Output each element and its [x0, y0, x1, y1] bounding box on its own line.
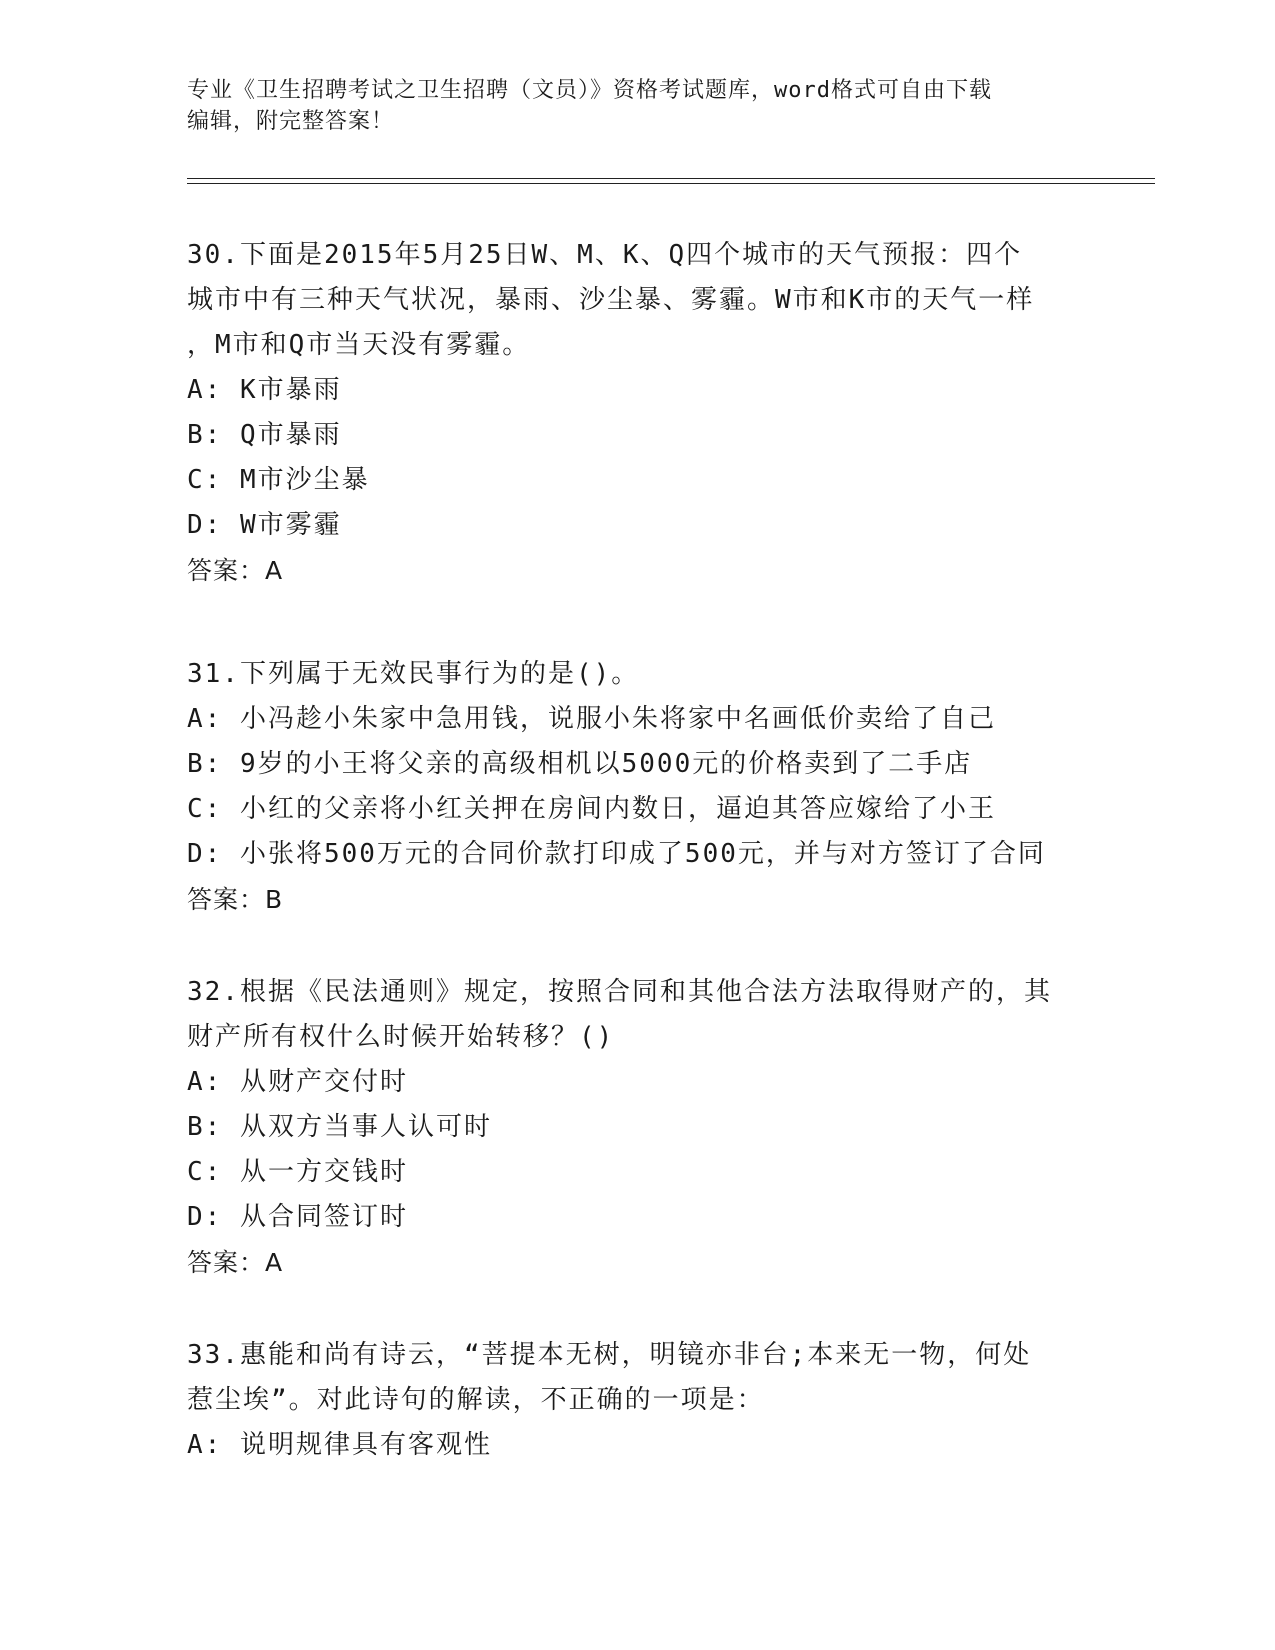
answer-label: 答案：A	[187, 556, 284, 585]
option-a: A: 说明规律具有客观性	[187, 1430, 492, 1460]
header-line-2: 编辑，附完整答案！	[187, 109, 395, 134]
option-b: B: Q市暴雨	[187, 420, 342, 450]
option-a: A: 小冯趁小朱家中急用钱，说服小朱将家中名画低价卖给了自己	[187, 704, 996, 734]
question-31	[187, 652, 1087, 922]
option-c: C: 小红的父亲将小红关押在房间内数日，逼迫其答应嫁给了小王	[187, 794, 996, 824]
question-32	[187, 970, 1087, 1285]
option-c: C: 从一方交钱时	[187, 1157, 408, 1187]
document-header	[187, 75, 1087, 137]
question-stem-line: 33.惠能和尚有诗云，“菩提本无树，明镜亦非台;本来无一物，何处	[187, 1340, 1032, 1370]
option-d: D: 小张将500万元的合同价款打印成了500元，并与对方签订了合同	[187, 839, 1046, 869]
option-a: A: K市暴雨	[187, 375, 342, 405]
question-stem-line: 惹尘埃”。对此诗句的解读，不正确的一项是：	[187, 1385, 765, 1415]
option-b: B: 从双方当事人认可时	[187, 1112, 492, 1142]
answer-label: 答案：B	[187, 885, 284, 914]
option-d: D: 从合同签订时	[187, 1202, 408, 1232]
header-line-1: 专业《卫生招聘考试之卫生招聘（文员）》资格考试题库，word格式可自由下载	[187, 78, 992, 103]
question-stem-line: 城市中有三种天气状况，暴雨、沙尘暴、雾霾。W市和K市的天气一样	[187, 285, 1035, 315]
question-33	[187, 1333, 1087, 1468]
question-stem-line: 31.下列属于无效民事行为的是()。	[187, 659, 640, 689]
option-b: B: 9岁的小王将父亲的高级相机以5000元的价格卖到了二手店	[187, 749, 973, 779]
header-divider-top	[187, 178, 1155, 179]
question-stem-line: 财产所有权什么时候开始转移？()	[187, 1022, 615, 1052]
question-stem-line: 32.根据《民法通则》规定，按照合同和其他合法方法取得财产的，其	[187, 977, 1052, 1007]
question-30	[187, 233, 1087, 593]
option-a: A: 从财产交付时	[187, 1067, 408, 1097]
header-divider-bottom	[187, 183, 1155, 184]
answer-label: 答案：A	[187, 1248, 284, 1277]
question-stem-line: 30.下面是2015年5月25日W、M、K、Q四个城市的天气预报：四个	[187, 240, 1023, 270]
option-c: C: M市沙尘暴	[187, 465, 370, 495]
question-stem-line: ，M市和Q市当天没有雾霾。	[187, 330, 531, 360]
option-d: D: W市雾霾	[187, 510, 342, 540]
